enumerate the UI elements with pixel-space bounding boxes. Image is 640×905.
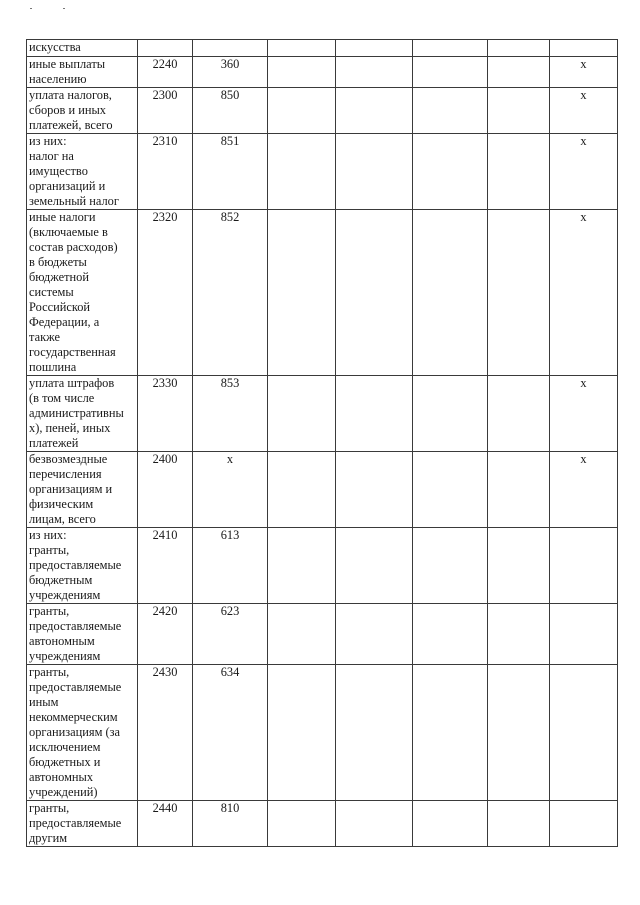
value-cell xyxy=(488,40,550,57)
value-cell xyxy=(268,665,336,801)
value-cell xyxy=(336,604,413,665)
table-row xyxy=(27,528,618,604)
value-cell xyxy=(488,665,550,801)
line-code: 2300 xyxy=(138,88,193,134)
table-row xyxy=(27,134,618,210)
value-cell xyxy=(268,40,336,57)
value-cell xyxy=(413,376,488,452)
value-cell xyxy=(336,528,413,604)
value-cell xyxy=(413,604,488,665)
classification-code: x xyxy=(193,452,268,528)
classification-code: 850 xyxy=(193,88,268,134)
value-cell xyxy=(488,452,550,528)
classification-code: 623 xyxy=(193,604,268,665)
value-cell xyxy=(488,604,550,665)
value-cell xyxy=(268,604,336,665)
value-cell xyxy=(336,665,413,801)
value-cell xyxy=(488,801,550,847)
value-cell xyxy=(336,88,413,134)
value-cell xyxy=(550,801,618,847)
value-cell xyxy=(550,665,618,801)
classification-code: 851 xyxy=(193,134,268,210)
value-cell xyxy=(268,134,336,210)
value-cell xyxy=(336,452,413,528)
value-cell xyxy=(336,376,413,452)
row-name: уплата штрафов (в том числе административны х), пеней, иных платежей xyxy=(27,376,138,452)
financial-table xyxy=(26,39,618,847)
table-row xyxy=(27,376,618,452)
value-cell xyxy=(488,376,550,452)
line-code: 2330 xyxy=(138,376,193,452)
value-cell xyxy=(413,528,488,604)
value-cell xyxy=(413,452,488,528)
value-cell xyxy=(336,57,413,88)
value-cell xyxy=(268,452,336,528)
table-row xyxy=(27,88,618,134)
line-code: 2440 xyxy=(138,801,193,847)
classification-code: 810 xyxy=(193,801,268,847)
value-cell xyxy=(550,604,618,665)
classification-code: 634 xyxy=(193,665,268,801)
value-cell xyxy=(413,57,488,88)
row-name: гранты, предоставляемые автономным учреждениям xyxy=(27,604,138,665)
classification-code: 853 xyxy=(193,376,268,452)
row-name: гранты, предоставляемые иным некоммерческим организациям (за исключением бюджетных и автономных учреждений) xyxy=(27,665,138,801)
classification-code: 613 xyxy=(193,528,268,604)
value-cell xyxy=(488,528,550,604)
row-name: иные выплаты населению xyxy=(27,57,138,88)
value-cell xyxy=(488,88,550,134)
value-cell xyxy=(268,528,336,604)
value-cell xyxy=(550,528,618,604)
value-cell xyxy=(268,88,336,134)
row-name: гранты, предоставляемые другим xyxy=(27,801,138,847)
row-name: из них: налог на имущество организаций и земельный налог xyxy=(27,134,138,210)
value-cell xyxy=(336,40,413,57)
value-cell xyxy=(413,801,488,847)
table-row xyxy=(27,40,618,57)
line-code: 2320 xyxy=(138,210,193,376)
value-cell xyxy=(488,57,550,88)
line-code xyxy=(138,40,193,57)
table-row xyxy=(27,801,618,847)
value-cell xyxy=(413,88,488,134)
table-row xyxy=(27,452,618,528)
classification-code: 852 xyxy=(193,210,268,376)
scan-speck xyxy=(63,8,65,9)
classification-code xyxy=(193,40,268,57)
table-row xyxy=(27,665,618,801)
scan-speck xyxy=(30,8,32,9)
value-cell xyxy=(413,134,488,210)
row-name: иные налоги (включаемые в состав расходов) в бюджеты бюджетной системы Российской Федерации, а также государственная пошлина xyxy=(27,210,138,376)
table-row xyxy=(27,210,618,376)
value-cell xyxy=(336,801,413,847)
value-cell: x xyxy=(550,134,618,210)
value-cell xyxy=(268,376,336,452)
line-code: 2420 xyxy=(138,604,193,665)
value-cell: x xyxy=(550,376,618,452)
line-code: 2410 xyxy=(138,528,193,604)
value-cell: x xyxy=(550,210,618,376)
value-cell xyxy=(488,210,550,376)
line-code: 2400 xyxy=(138,452,193,528)
row-name: уплата налогов, сборов и иных платежей, всего xyxy=(27,88,138,134)
row-name: безвозмездные перечисления организациям и физическим лицам, всего xyxy=(27,452,138,528)
value-cell xyxy=(336,134,413,210)
table-body xyxy=(27,40,618,847)
row-name: из них: гранты, предоставляемые бюджетным учреждениям xyxy=(27,528,138,604)
value-cell xyxy=(413,665,488,801)
row-name: искусства xyxy=(27,40,138,57)
value-cell xyxy=(268,801,336,847)
line-code: 2240 xyxy=(138,57,193,88)
line-code: 2310 xyxy=(138,134,193,210)
table-row xyxy=(27,604,618,665)
value-cell xyxy=(550,40,618,57)
value-cell: x xyxy=(550,57,618,88)
classification-code: 360 xyxy=(193,57,268,88)
value-cell: x xyxy=(550,452,618,528)
value-cell xyxy=(336,210,413,376)
value-cell xyxy=(268,210,336,376)
value-cell xyxy=(413,210,488,376)
value-cell xyxy=(268,57,336,88)
value-cell: x xyxy=(550,88,618,134)
value-cell xyxy=(488,134,550,210)
value-cell xyxy=(413,40,488,57)
line-code: 2430 xyxy=(138,665,193,801)
table-row xyxy=(27,57,618,88)
